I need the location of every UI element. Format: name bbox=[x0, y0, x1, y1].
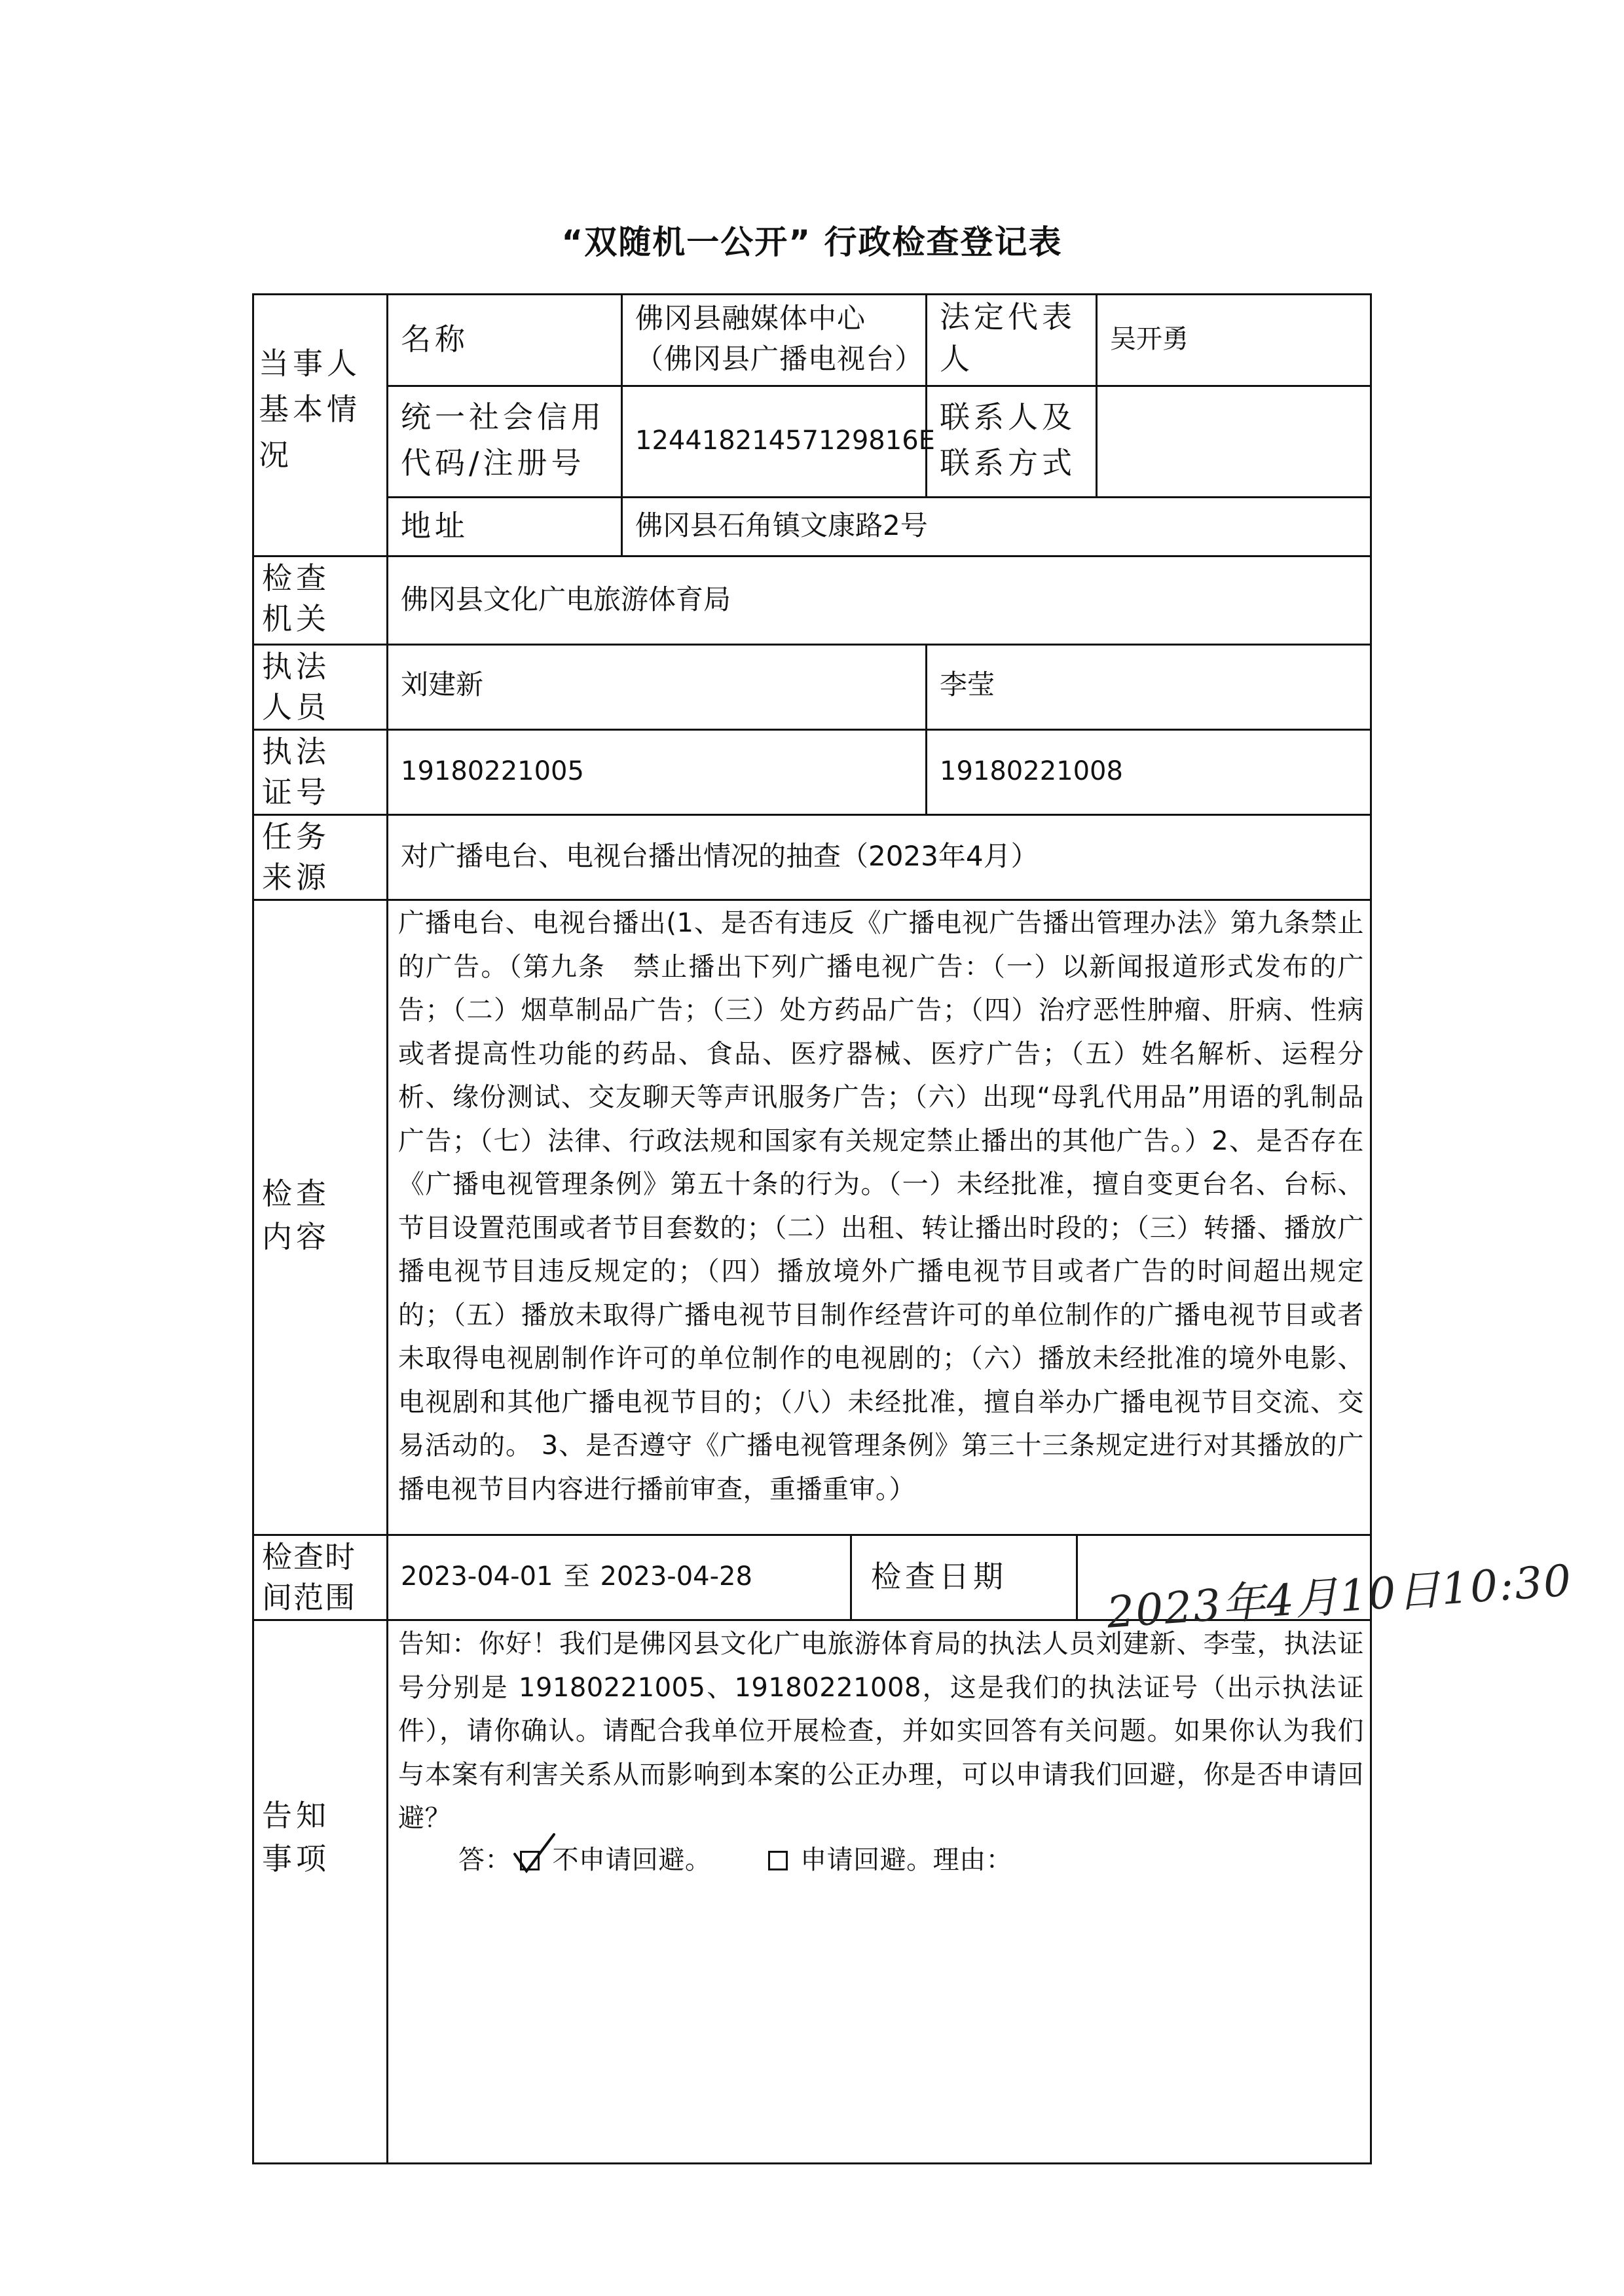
certificates-label: 执法证号 bbox=[262, 734, 330, 810]
address-label: 地址 bbox=[401, 508, 469, 543]
notice-label: 告知事项 bbox=[262, 1798, 330, 1876]
contact-label: 联系人及联系方式 bbox=[940, 399, 1076, 481]
time-range-end: 2023-04-28 bbox=[600, 1561, 752, 1592]
credit-code-value: 12441821457129816E bbox=[635, 426, 935, 456]
inspection-agency-label: 检查机关 bbox=[262, 560, 330, 636]
credit-code-label: 统一社会信用代码/注册号 bbox=[401, 399, 605, 481]
inspection-date-label: 检查日期 bbox=[871, 1559, 1007, 1594]
time-range-label: 检查时间范围 bbox=[262, 1539, 356, 1615]
officers-label: 执法人员 bbox=[262, 649, 330, 725]
option-no-recusal-label: 不申请回避。 bbox=[552, 1845, 712, 1875]
cert-1-value: 19180221005 bbox=[401, 756, 584, 786]
officer-2-value: 李莹 bbox=[940, 668, 995, 701]
legal-rep-label: 法定代表人 bbox=[940, 299, 1076, 376]
party-section-label: 当事人基本情况 bbox=[259, 346, 361, 473]
option-recusal[interactable] bbox=[768, 1845, 1012, 1875]
contact-value bbox=[1110, 385, 1365, 496]
cert-2-value: 19180221008 bbox=[940, 756, 1123, 786]
checkbox-recusal[interactable] bbox=[768, 1851, 788, 1870]
answer-prefix: 答： bbox=[458, 1845, 511, 1875]
time-range-sep: 至 bbox=[563, 1561, 590, 1592]
inspection-date-handwritten: 2023年4月10日10:30 bbox=[1105, 1555, 1574, 1638]
name-label: 名称 bbox=[401, 321, 469, 357]
task-source-value: 对广播电台、电视台播出情况的抽查（2023年4月） bbox=[401, 840, 1039, 872]
notice-answer bbox=[458, 1838, 1362, 1882]
legal-rep-value: 吴开勇 bbox=[1110, 324, 1189, 354]
officer-1-value: 刘建新 bbox=[401, 668, 484, 701]
option-no-recusal[interactable] bbox=[520, 1845, 720, 1875]
inspection-agency-value: 佛冈县文化广电旅游体育局 bbox=[401, 583, 731, 615]
content-label: 检查内容 bbox=[262, 1176, 330, 1254]
checkmark-icon bbox=[511, 1831, 557, 1876]
name-value: 佛冈县融媒体中心（佛冈县广播电视台） bbox=[635, 302, 923, 376]
form-title: “双随机一公开” 行政检查登记表 bbox=[561, 223, 1063, 261]
option-recusal-label: 申请回避。理由： bbox=[800, 1845, 1013, 1875]
address-value: 佛冈县石角镇文康路2号 bbox=[635, 509, 928, 541]
time-range-start: 2023-04-01 bbox=[401, 1561, 553, 1592]
time-range-value bbox=[401, 1534, 846, 1619]
content-text: 广播电台、电视台播出(1、是否有违反《广播电视广告播出管理办法》第九条禁止的广告。（第九条 禁止播出下列广播电视广告：（一）以新闻报道形式发布的广告；（二）烟草制品广告；（三）处方药品广告；（四）治疗恶性肿瘤、肝病、性病或者提高性功能的药品、食品、医疗器械、医疗广告；（五）姓名解析、运程分析、缘份测试、交友聊天等声讯服务广告；（六）出现“母乳代用品”用语的乳制品广告；（七）法律、行政法规和国家有关规定禁止播出的其他广告。）2、是否存在《广播电视管理条例》第五十条的行为。（一）未经批准，擅自变更台名、台标、节目设置范围或者节目套数的；（二）出租、转让播出时段的；（三）转播、播放广播电视节目违反规定的；（四）播放境外广播电视节目或者广告的时间超出规定的；（五）播放未取得广播电视节目制作经营许可的单位制作的广播电视节目或者未取得电视剧制作许可的单位制作的电视剧的；（六）播放未经批准的境外电影、电视剧和其他广播电视节目的；（八）未经批准，擅自举办广播电视节目交流、交易活动的。 3、是否遵守《广播电视管理条例》第三十三条规定进行对其播放的广播电视节目内容进行播前审查，重播重审。） bbox=[398, 908, 1364, 1504]
task-source-label: 任务来源 bbox=[262, 819, 330, 895]
notice-text: 告知：你好！我们是佛冈县文化广电旅游体育局的执法人员刘建新、李莹，执法证号分别是 19180221005、19180221008，这是我们的执法证号（出示执法证件），请你确认。请配合我单位开展检查，并如实回答有关问题。如果你认为我们与本案有利害关系从而影响到本案的公正办理，可以申请我们回避，你是否申请回避？ bbox=[398, 1629, 1364, 1833]
